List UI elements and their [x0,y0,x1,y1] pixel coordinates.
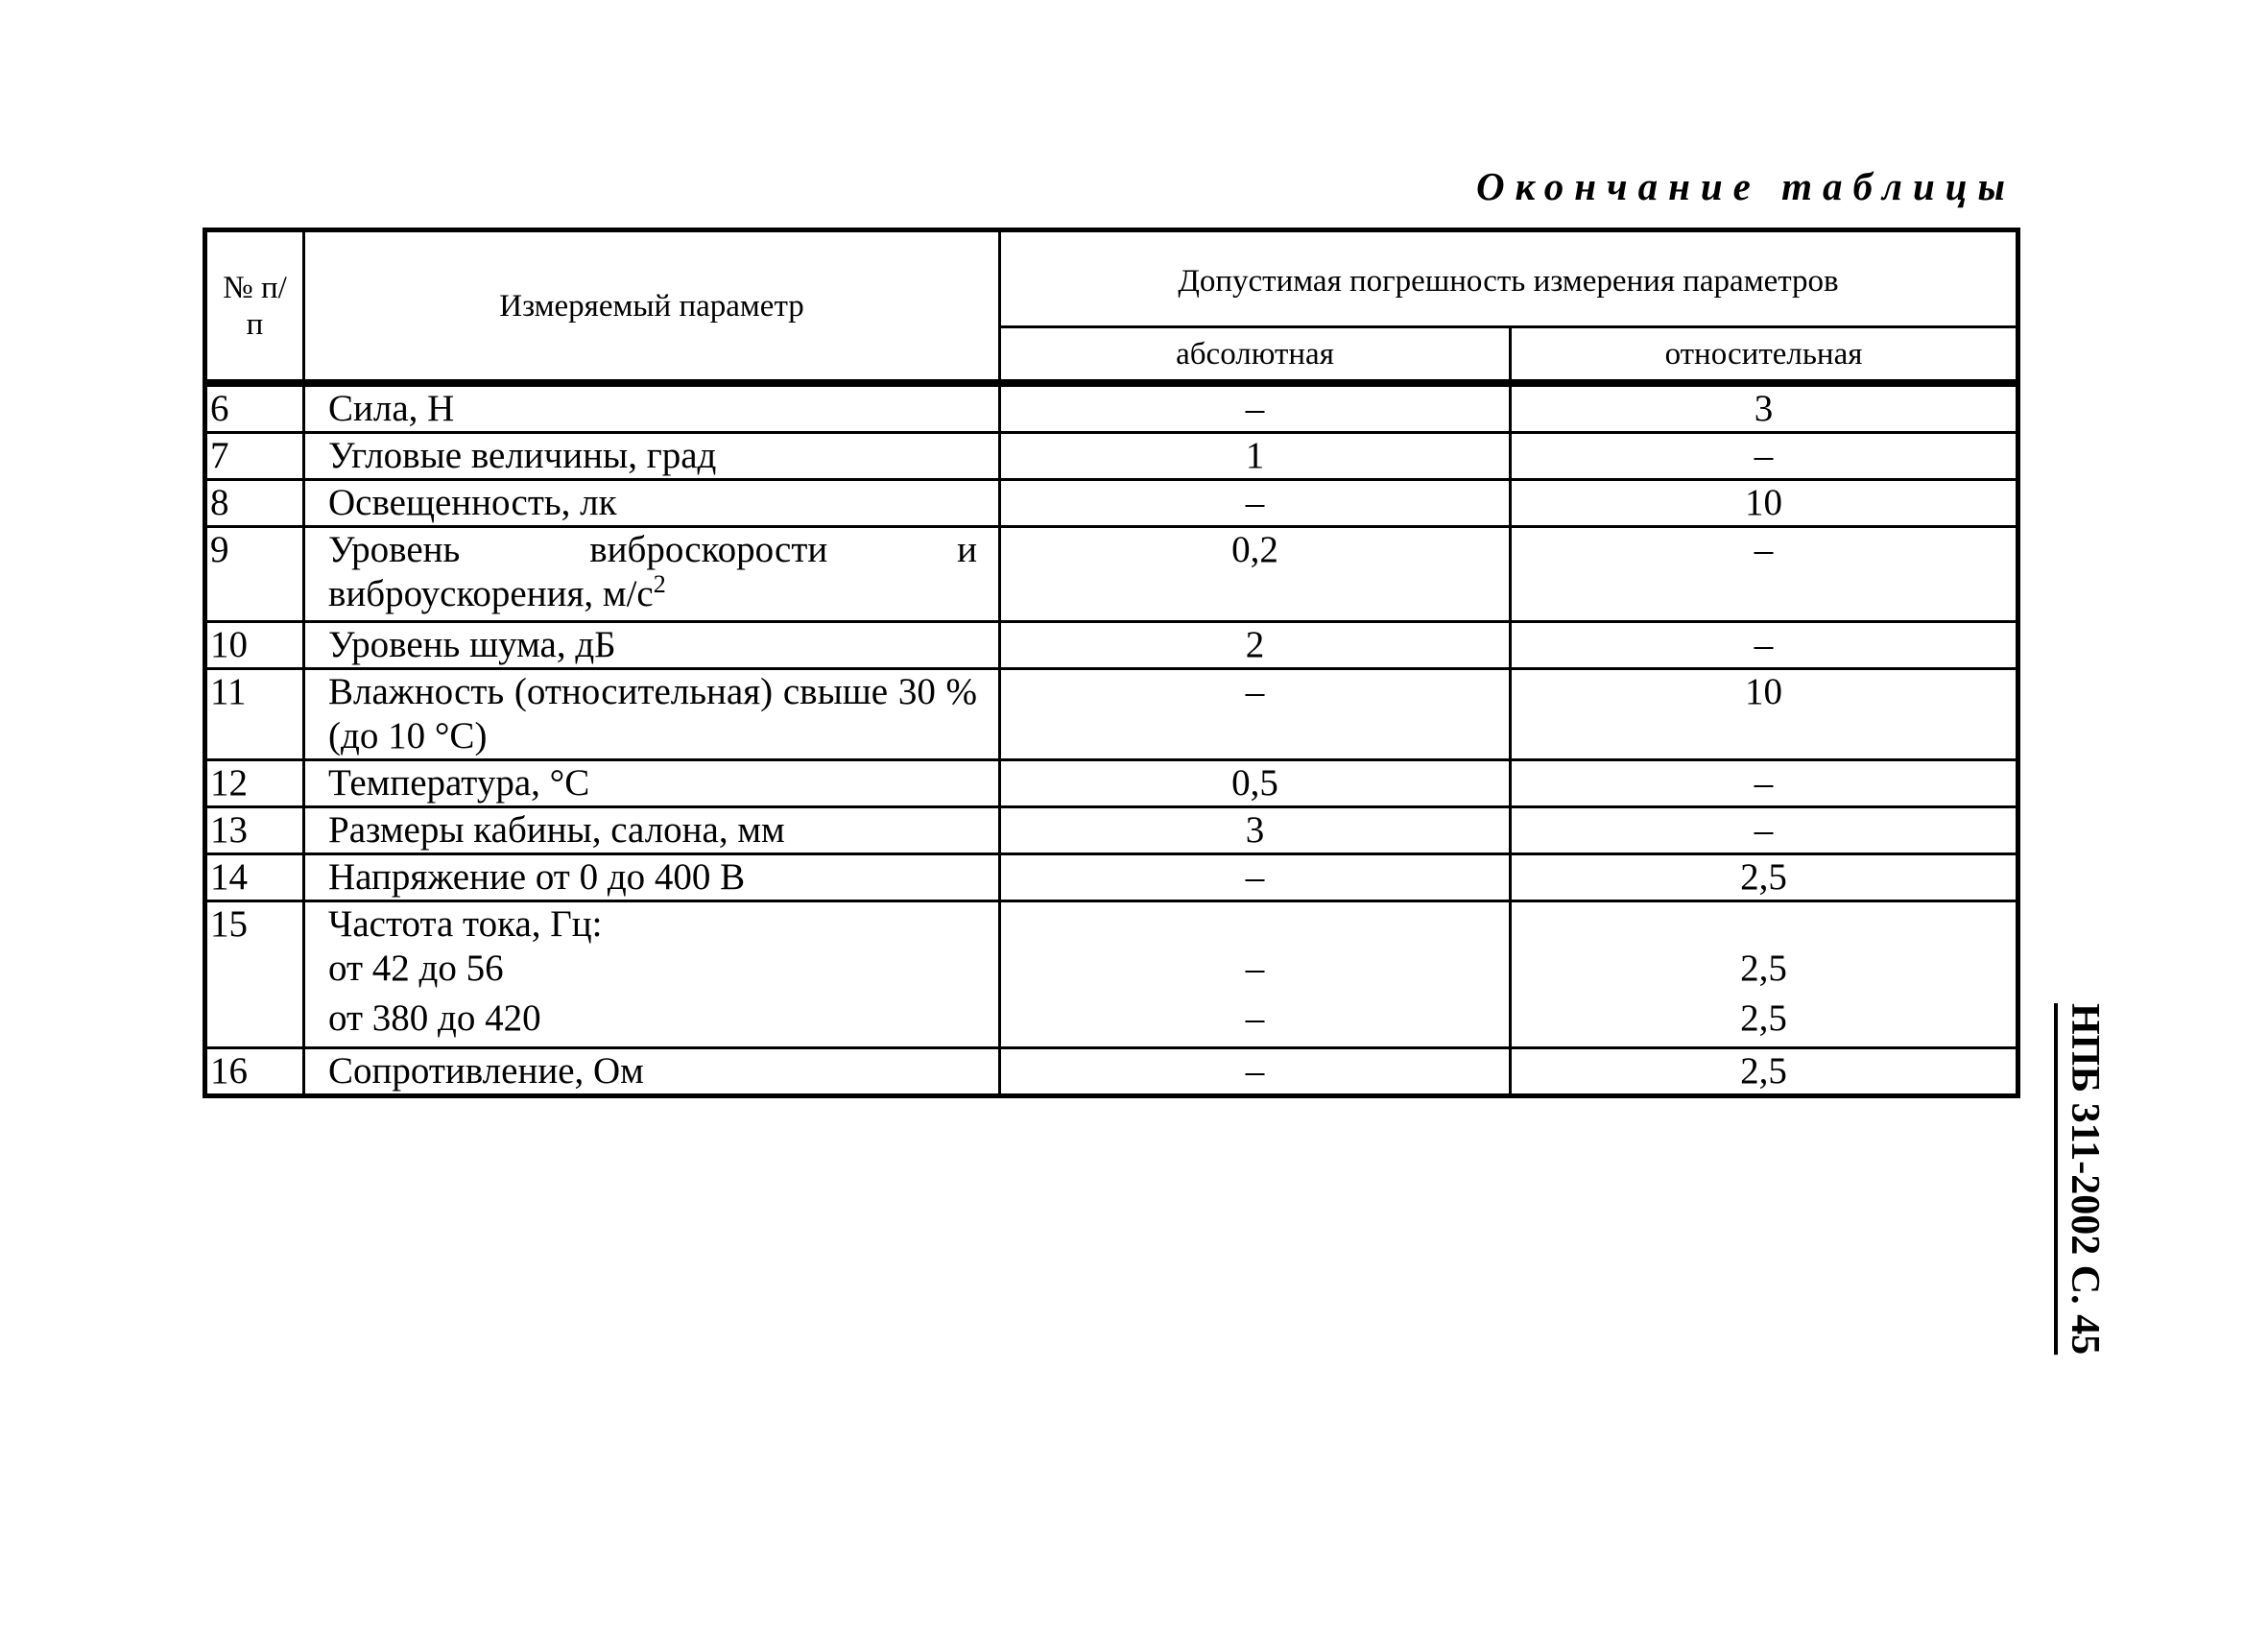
header-relative: относительная [1511,327,2018,381]
table-row [205,480,2018,527]
row-parameter [304,901,1000,1048]
row-parameter: Уровень виброскорости и виброускорения, $м/с^2$ [304,527,1000,622]
row-relative: – [1511,622,2018,669]
row-absolute: – [1000,385,1511,433]
row-absolute: – [1000,669,1511,760]
header-parameter: Измеряемый параметр [304,230,1000,381]
measurement-error-table [203,228,2020,1098]
row-absolute: 0,5 [1000,760,1511,807]
row-absolute [1000,901,1511,1048]
row-sub-label: от 42 до 56 [328,948,504,989]
row-relative: – [1511,807,2018,854]
table-row [205,901,2018,1048]
table-row [205,433,2018,480]
superscript: 2 [653,570,666,598]
row-relative: 2,5 [1511,854,2018,901]
row-parameter: Температура, °С [304,760,1000,807]
row-parameter-title: Частота тока, Гц: [328,903,603,945]
row-number: 8 [205,480,304,527]
row-relative: – [1511,527,2018,622]
row-relative: 10 [1511,669,2018,760]
row-absolute: 3 [1000,807,1511,854]
row-absolute: – [1000,1048,1511,1096]
row-sub-label: от 380 до 420 [328,997,541,1039]
header-number: № п/п [205,230,304,381]
table-row [205,760,2018,807]
row-number: 15 [205,901,304,1048]
row-number: 13 [205,807,304,854]
row-number: 9 [205,527,304,622]
row-parameter: Напряжение от 0 до 400 В [304,854,1000,901]
table-row [205,807,2018,854]
row-parameter: Размеры кабины, салона, мм [304,807,1000,854]
table-row [205,669,2018,760]
row-absolute: 1 [1000,433,1511,480]
row-number: 14 [205,854,304,901]
row-number: 11 [205,669,304,760]
header-tolerance-group: Допустимая погрешность измерения параметров [1000,230,2018,327]
row-number: 16 [205,1048,304,1096]
row-relative: 2,5 [1511,1048,2018,1096]
table-row [205,527,2018,622]
row-absolute: 2 [1000,622,1511,669]
row-absolute: 0,2 [1000,527,1511,622]
table-row [205,622,2018,669]
row-parameter: Уровень шума, дБ [304,622,1000,669]
row-parameter: Влажность (относительная) свыше 30 % (до 10 °С) [304,669,1000,760]
row-parameter: Сила, Н [304,385,1000,433]
header-absolute: абсолютная [1000,327,1511,381]
table-row [205,1048,2018,1096]
document-page-label: НПБ 311-2002 С. 45 [2063,1003,2107,1356]
row-number: 12 [205,760,304,807]
row-sub-absolute: – [1245,997,1265,1039]
row-number: 6 [205,385,304,433]
row-relative: – [1511,760,2018,807]
row-absolute: – [1000,480,1511,527]
row-relative [1511,901,2018,1048]
row-parameter: Угловые величины, град [304,433,1000,480]
row-number: 7 [205,433,304,480]
row-relative: 3 [1511,385,2018,433]
row-sub-absolute: – [1245,948,1265,989]
row-relative: – [1511,433,2018,480]
row-parameter: Освещенность, лк [304,480,1000,527]
row-absolute: – [1000,854,1511,901]
table-row [205,385,2018,433]
table-caption: Окончание таблицы [1475,164,2016,208]
row-sub-relative: 2,5 [1740,997,1787,1039]
row-parameter: Сопротивление, Ом [304,1048,1000,1096]
row-number: 10 [205,622,304,669]
table-row [205,854,2018,901]
row-relative: 10 [1511,480,2018,527]
row-sub-relative: 2,5 [1740,948,1787,989]
